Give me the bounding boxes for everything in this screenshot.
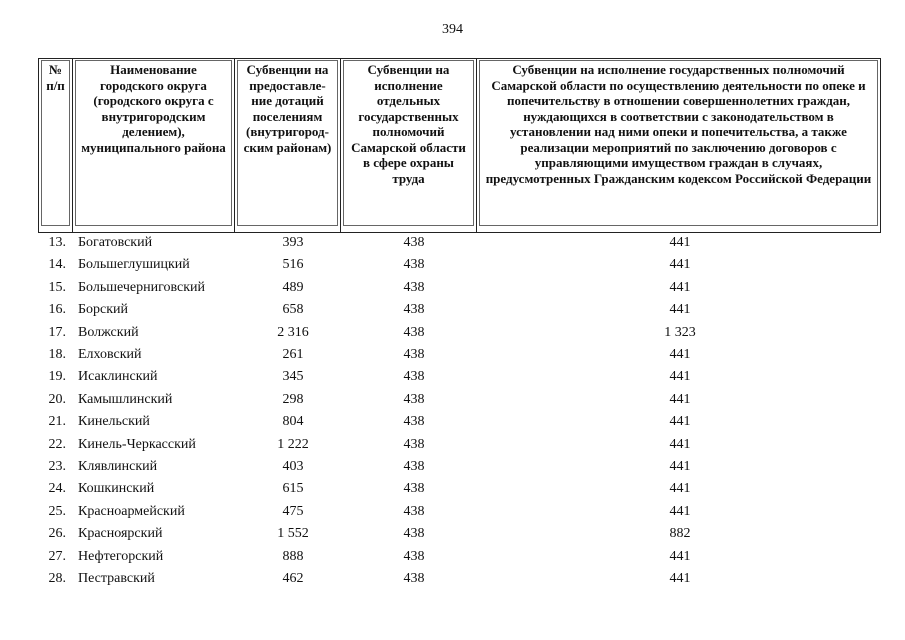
guardianship-value: 1 323 xyxy=(664,324,696,340)
labor-value: 438 xyxy=(403,257,425,273)
table-header xyxy=(38,58,881,233)
row-number: 24. xyxy=(48,481,66,497)
municipality-name: Камышлинский xyxy=(78,391,173,407)
municipality-name: Борский xyxy=(78,302,129,318)
dotation-value: 804 xyxy=(282,414,304,430)
table-row xyxy=(38,568,888,590)
labor-value: 438 xyxy=(403,347,425,362)
guardianship-value: 441 xyxy=(669,548,691,564)
row-number: 16. xyxy=(48,302,66,318)
dotation-value: 2 316 xyxy=(277,324,309,340)
guardianship-value: 441 xyxy=(669,369,691,385)
guardianship-value: 441 xyxy=(669,459,691,474)
municipality-name: Красноярский xyxy=(78,526,163,542)
row-number: 13. xyxy=(48,235,66,250)
dotation-value: 888 xyxy=(282,548,304,564)
header-col-dotation: Субвенции на предоставле-ние дотаций поселениям (внутригород-ским районам) xyxy=(235,59,341,233)
dotation-value: 298 xyxy=(282,391,304,407)
table-row xyxy=(38,501,888,523)
labor-value: 438 xyxy=(403,459,425,474)
dotation-value: 615 xyxy=(282,481,304,497)
page-number: 394 xyxy=(442,22,463,37)
header-col-guardianship: Субвенции на исполнение государственных полномочий Самарской области по осуществлению деятельности по опеке и попечительству в отношении совершеннолетних граждан, нуждающихся в соответствии с законодательством в установлении над ними опеки и попечительства, а также реализации мероприятий по заключению договоров с управляющими имуществом граждан в случаях, предусмотренных Гражданским кодексом Российской Федерации xyxy=(477,59,881,233)
municipality-name: Пестравский xyxy=(78,571,155,586)
labor-value: 438 xyxy=(403,526,425,542)
dotation-value: 462 xyxy=(282,571,304,586)
guardianship-value: 441 xyxy=(669,414,691,430)
dotation-value: 1 552 xyxy=(277,526,309,542)
guardianship-value: 441 xyxy=(669,279,691,295)
dotation-value: 489 xyxy=(282,279,304,295)
table-row xyxy=(38,434,888,456)
municipality-name: Исаклинский xyxy=(78,369,158,385)
municipality-name: Большеглушицкий xyxy=(78,257,190,273)
table-row xyxy=(38,277,888,299)
table-row xyxy=(38,546,888,568)
dotation-value: 1 222 xyxy=(277,436,309,452)
row-number: 20. xyxy=(48,391,66,407)
labor-value: 438 xyxy=(403,324,425,340)
row-number: 21. xyxy=(48,414,66,430)
header-col-name: Наименование городского округа (городского округа с внутригородским делением), муниципального района xyxy=(73,59,235,233)
table-row xyxy=(38,411,888,433)
municipality-name: Клявлинский xyxy=(78,459,158,474)
guardianship-value: 441 xyxy=(669,302,691,318)
municipality-name: Елховский xyxy=(78,347,142,362)
labor-value: 438 xyxy=(403,414,425,430)
table-row xyxy=(38,299,888,321)
municipality-name: Кинель-Черкасский xyxy=(78,436,196,452)
labor-value: 438 xyxy=(403,571,425,586)
header-col-num: № п/п xyxy=(39,59,73,233)
guardianship-value: 441 xyxy=(669,347,691,362)
municipality-name: Нефтегорский xyxy=(78,548,164,564)
row-number: 15. xyxy=(48,279,66,295)
row-number: 27. xyxy=(48,548,66,564)
municipality-name: Богатовский xyxy=(78,235,153,250)
labor-value: 438 xyxy=(403,481,425,497)
row-number: 19. xyxy=(48,369,66,385)
dotation-value: 393 xyxy=(282,235,304,250)
table-row xyxy=(38,389,888,411)
labor-value: 438 xyxy=(403,369,425,385)
guardianship-value: 441 xyxy=(669,436,691,452)
guardianship-value: 441 xyxy=(669,571,691,586)
row-number: 22. xyxy=(48,436,66,452)
labor-value: 438 xyxy=(403,503,425,519)
table-row xyxy=(38,366,888,388)
table-row xyxy=(38,523,888,545)
table-row xyxy=(38,254,888,276)
row-number: 25. xyxy=(48,503,66,519)
labor-value: 438 xyxy=(403,548,425,564)
municipality-name: Большечерниговский xyxy=(78,279,206,295)
row-number: 23. xyxy=(48,459,66,474)
row-number: 18. xyxy=(48,347,66,362)
row-number: 28. xyxy=(48,571,66,586)
guardianship-value: 882 xyxy=(669,526,691,542)
dotation-value: 516 xyxy=(282,257,304,273)
dotation-value: 261 xyxy=(282,347,304,362)
guardianship-value: 441 xyxy=(669,235,691,250)
dotation-value: 345 xyxy=(282,369,304,385)
labor-value: 438 xyxy=(403,279,425,295)
labor-value: 438 xyxy=(403,235,425,250)
labor-value: 438 xyxy=(403,302,425,318)
municipality-name: Кошкинский xyxy=(78,481,155,497)
table-row xyxy=(38,232,888,254)
row-number: 17. xyxy=(48,324,66,340)
table-row xyxy=(38,322,888,344)
guardianship-value: 441 xyxy=(669,481,691,497)
municipality-name: Волжский xyxy=(78,324,139,340)
table-row xyxy=(38,478,888,500)
guardianship-value: 441 xyxy=(669,503,691,519)
row-number: 14. xyxy=(48,257,66,273)
table-row xyxy=(38,344,888,366)
table-row xyxy=(38,456,888,478)
labor-value: 438 xyxy=(403,391,425,407)
row-number: 26. xyxy=(48,526,66,542)
labor-value: 438 xyxy=(403,436,425,452)
municipality-name: Красноармейский xyxy=(78,503,185,519)
dotation-value: 403 xyxy=(282,459,304,474)
guardianship-value: 441 xyxy=(669,391,691,407)
dotation-value: 475 xyxy=(282,503,304,519)
dotation-value: 658 xyxy=(282,302,304,318)
municipality-name: Кинельский xyxy=(78,414,150,430)
guardianship-value: 441 xyxy=(669,257,691,273)
header-col-labor: Субвенции на исполнение отдельных государственных полномочий Самарской области в сфере охраны труда xyxy=(341,59,477,233)
